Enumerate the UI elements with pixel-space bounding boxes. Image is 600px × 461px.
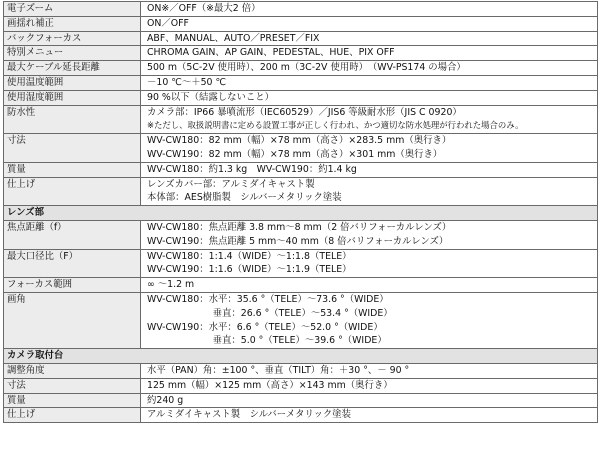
- spec-label: 使用温度範囲: [4, 75, 141, 90]
- spec-value-line: 約240 g: [147, 394, 184, 406]
- spec-label: 焦点距離（f）: [4, 220, 141, 249]
- spec-row: [4, 2, 598, 17]
- spec-value-line: WV-CW190：焦点距離 5 mm～40 mm（8 倍バリフォーカルレンズ）: [147, 235, 449, 247]
- spec-value-line: レンズカバー部：アルミダイキャスト製: [147, 178, 315, 190]
- spec-value-line: WV-CW190：水平：6.6 °（TELE）～52.0 °（WIDE）: [147, 321, 383, 333]
- section-header: レンズ部: [4, 206, 598, 221]
- spec-value: [141, 90, 598, 105]
- spec-row: [4, 105, 598, 134]
- spec-value: [141, 363, 598, 378]
- spec-row: [4, 278, 598, 293]
- spec-value-line: 500 m（5C-2V 使用時）、200 m（3C-2V 使用時） （WV-PS174 の場合）: [147, 62, 466, 74]
- spec-value: [141, 31, 598, 46]
- spec-value-line: 水平（PAN）角：±100 °、垂直（TILT）角：＋30 °、－ 90 °: [147, 364, 410, 376]
- spec-label: 画揺れ補正: [4, 16, 141, 31]
- spec-value: [141, 162, 598, 177]
- spec-value: [141, 393, 598, 408]
- spec-label: 最大ケーブル延長距離: [4, 61, 141, 76]
- spec-value-line: ON／OFF: [147, 17, 189, 29]
- spec-value-line: 垂直：5.0 °（TELE）～39.6 °（WIDE）: [147, 335, 387, 347]
- spec-label: 質量: [4, 162, 141, 177]
- spec-value: [141, 408, 598, 423]
- spec-row: [4, 220, 598, 249]
- spec-row: [4, 249, 598, 278]
- spec-value: [141, 46, 598, 61]
- spec-value-line: アルミダイキャスト製 シルバーメタリック塗装: [147, 409, 351, 421]
- spec-label: バックフォーカス: [4, 31, 141, 46]
- spec-value: [141, 220, 598, 249]
- spec-label: 仕上げ: [4, 408, 141, 423]
- spec-label: 寸法: [4, 378, 141, 393]
- spec-label: 特別メニュー: [4, 46, 141, 61]
- spec-row: [4, 46, 598, 61]
- spec-value: [141, 61, 598, 76]
- spec-value: [141, 278, 598, 293]
- spec-label: 画角: [4, 292, 141, 348]
- spec-row: [4, 162, 598, 177]
- spec-label: 寸法: [4, 134, 141, 163]
- spec-row: [4, 292, 598, 348]
- spec-value: [141, 292, 598, 348]
- spec-table-body: [4, 2, 598, 423]
- spec-value-line: －10 ℃～＋50 ℃: [147, 76, 227, 88]
- spec-value-line: カメラ部：IP66 暴噴流形（IEC60529）／JIS6 等級耐水形（JIS C 0920）: [147, 106, 462, 118]
- spec-value-line: ∞ ～1.2 m: [147, 279, 195, 291]
- spec-row: [4, 363, 598, 378]
- spec-row: [4, 75, 598, 90]
- spec-row: [4, 177, 598, 206]
- spec-value-line: WV-CW180：水平：35.6 °（TELE）～73.6 °（WIDE）: [147, 293, 389, 305]
- spec-value-line: ON※／OFF（※最大2 倍）: [147, 3, 261, 14]
- section-header-row: [4, 206, 598, 221]
- spec-label: 最大口径比（F）: [4, 249, 141, 278]
- spec-row: [4, 408, 598, 423]
- spec-value-line: 本体部：AES樹脂製 シルバーメタリック塗装: [147, 192, 342, 204]
- spec-row: [4, 90, 598, 105]
- spec-row: [4, 61, 598, 76]
- spec-value: [141, 75, 598, 90]
- spec-label: 電子ズーム: [4, 2, 141, 17]
- spec-value-line: WV-CW180：約1.3 kg WV-CW190：約1.4 kg: [147, 163, 357, 175]
- section-header: カメラ取付台: [4, 349, 598, 364]
- spec-value: [141, 2, 598, 17]
- spec-value-line: CHROMA GAIN、AP GAIN、PEDESTAL、HUE、PIX OFF: [147, 47, 395, 59]
- spec-label: フォーカス範囲: [4, 278, 141, 293]
- spec-value-line: WV-CW190：1:1.6（WIDE）～1:1.9（TELE）: [147, 264, 352, 276]
- spec-row: [4, 31, 598, 46]
- spec-value-line: WV-CW190：82 mm（幅）×78 mm（高さ）×301 mm（奥行き）: [147, 148, 443, 160]
- spec-value-line: 90 %以下（結露しないこと）: [147, 91, 274, 103]
- spec-value: [141, 134, 598, 163]
- spec-row: [4, 16, 598, 31]
- spec-row: [4, 378, 598, 393]
- spec-value: [141, 378, 598, 393]
- section-header-row: [4, 349, 598, 364]
- spec-value-line: ABF、MANUAL、AUTO／PRESET／FIX: [147, 32, 320, 44]
- spec-value-line: 125 mm（幅）×125 mm（高さ）×143 mm（奥行き）: [147, 379, 393, 391]
- spec-label: 調整角度: [4, 363, 141, 378]
- spec-row: [4, 393, 598, 408]
- spec-value-line: WV-CW180：82 mm（幅）×78 mm（高さ）×283.5 mm（奥行き）: [147, 135, 452, 147]
- spec-label: 防水性: [4, 105, 141, 134]
- spec-row: [4, 134, 598, 163]
- spec-value: [141, 177, 598, 206]
- spec-value-line: WV-CW180：1:1.4（WIDE）～1:1.8（TELE）: [147, 250, 352, 262]
- spec-table: [3, 1, 598, 423]
- spec-label: 使用湿度範囲: [4, 90, 141, 105]
- spec-value: [141, 105, 598, 134]
- spec-value-line: WV-CW180：焦点距離 3.8 mm～8 mm（2 倍バリフォーカルレンズ）: [147, 221, 452, 233]
- spec-value-line: 垂直：26.6 °（TELE）～53.4 °（WIDE）: [147, 307, 393, 319]
- spec-label: 質量: [4, 393, 141, 408]
- spec-value-line: ※ただし、取扱説明書に定める設置工事が正しく行われ、かつ適切な防水処理が行われた場合のみ。: [147, 120, 524, 131]
- spec-value: [141, 249, 598, 278]
- spec-label: 仕上げ: [4, 177, 141, 206]
- spec-value: [141, 16, 598, 31]
